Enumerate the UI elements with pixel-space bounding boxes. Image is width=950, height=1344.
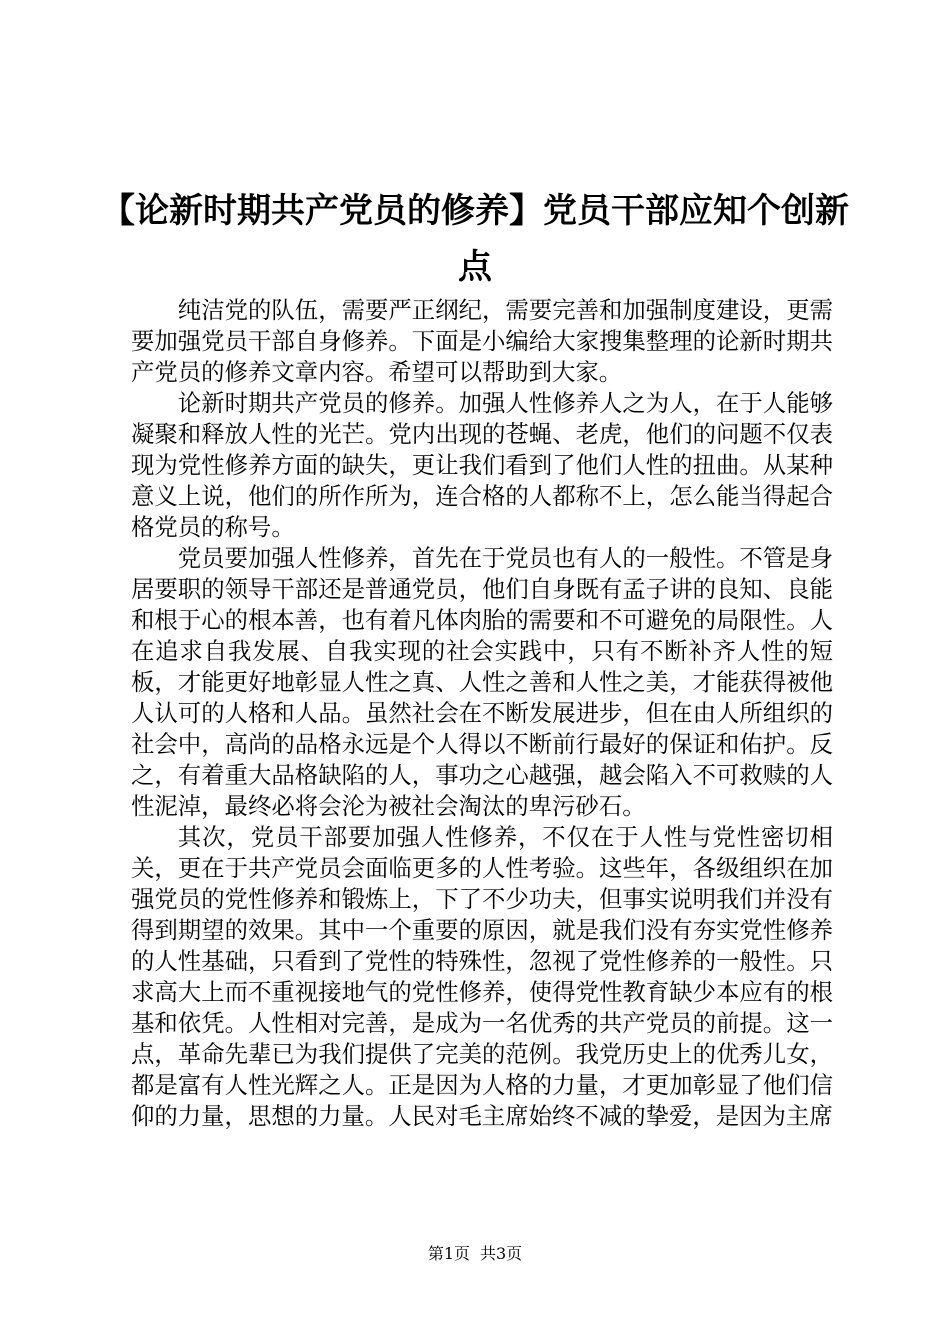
paragraph: 纯洁党的队伍，需要严正纲纪，需要完善和加强制度建设，更需要加强党员干部自身修养。下面是小编给大家搜集整理的论新时期共产党员的修养文章内容。希望可以帮助到大家。 <box>131 296 833 386</box>
page-total: 共3页 <box>480 1244 523 1263</box>
page-footer <box>0 1243 950 1265</box>
document-title: 【论新时期共产党员的修养】党员干部应知个创新点 <box>101 191 849 287</box>
page-number: 第1页 <box>427 1244 470 1263</box>
paragraph: 论新时期共产党员的修养。加强人性修养人之为人，在于人能够凝聚和释放人性的光芒。党内出现的苍蝇、老虎，他们的问题不仅表现为党性修养方面的缺失，更让我们看到了他们人性的扭曲。从某种意义上说，他们的所作所为，连合格的人都称不上，怎么能当得起合格党员的称号。 <box>131 389 833 541</box>
paragraph: 党员要加强人性修养，首先在于党员也有人的一般性。不管是身居要职的领导干部还是普通党员，他们自身既有孟子讲的良知、良能和根于心的根本善，也有着凡体肉胎的需要和不可避免的局限性。人在追求自我发展、自我实现的社会实践中，只有不断补齐人性的短板，才能更好地彰显人性之真、人性之善和人性之美，才能获得被他人认可的人格和人品。虽然社会在不断发展进步，但在由人所组织的社会中，高尚的品格永远是个人得以不断前行最好的保证和佑护。反之，有着重大品格缺陷的人，事功之心越强，越会陷入不可救赎的人性泥淖，最终必将会沦为被社会淘汰的卑污砂石。 <box>131 544 833 820</box>
paragraph: 其次，党员干部要加强人性修养，不仅在于人性与党性密切相关，更在于共产党员会面临更多的人性考验。这些年，各级组织在加强党员的党性修养和锻炼上，下了不少功夫，但事实说明我们并没有得到期望的效果。其中一个重要的原因，就是我们没有夯实党性修养的人性基础，只看到了党性的特殊性，忽视了党性修养的一般性。只求高大上而不重视接地气的党性修养，使得党性教育缺少本应有的根基和依凭。人性相对完善，是成为一名优秀的共产党员的前提。这一点，革命先辈已为我们提供了完美的范例。我党历史上的优秀儿女，都是富有人性光辉之人。正是因为人格的力量，才更加彰显了他们信仰的力量，思想的力量。人民对毛主席始终不减的挚爱，是因为主席 <box>131 823 833 1130</box>
document-body <box>131 295 833 1132</box>
